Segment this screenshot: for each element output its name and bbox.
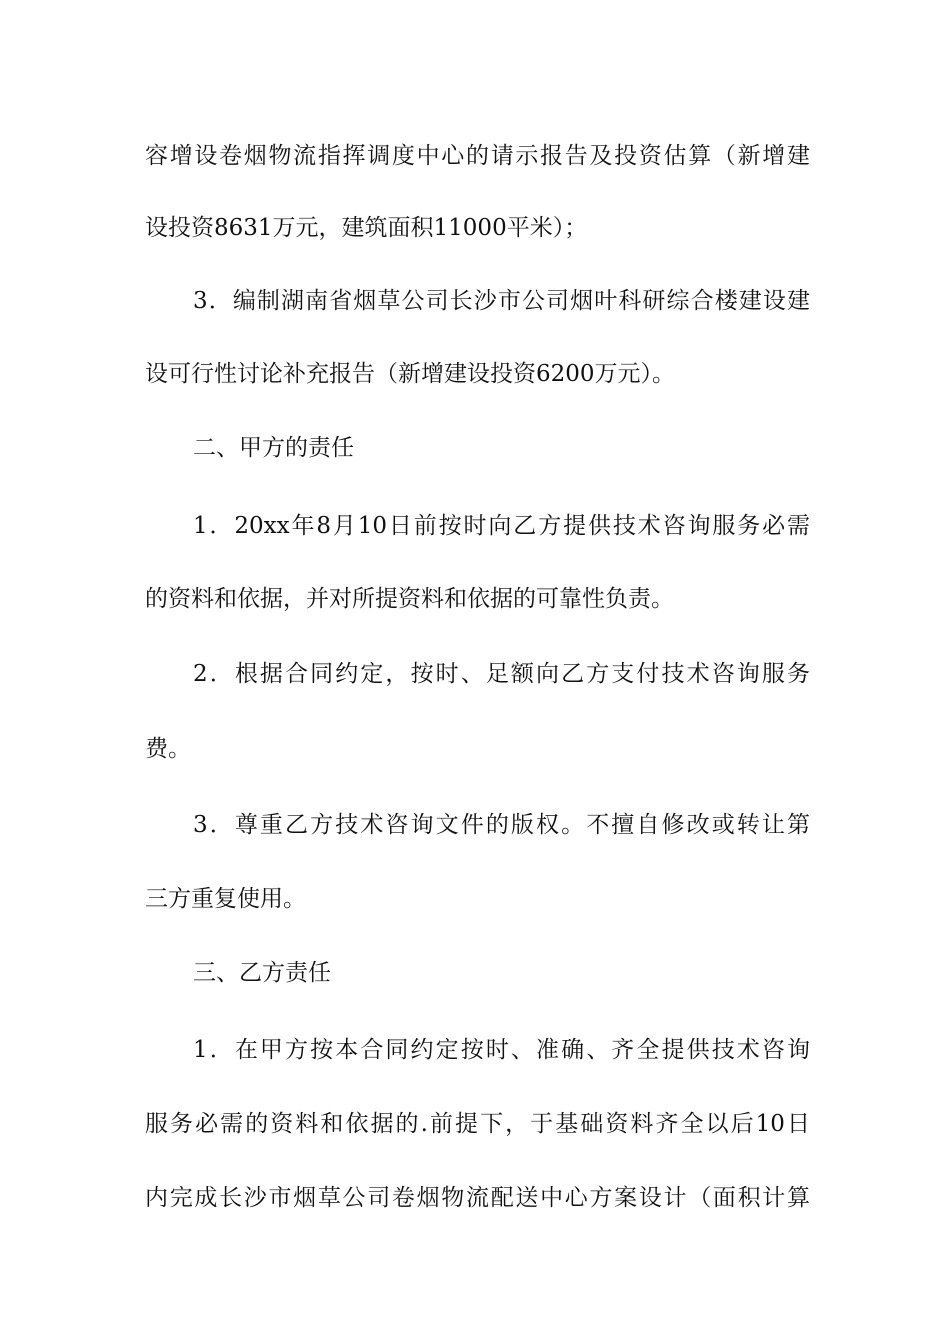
body-text-line: 内完成长沙市烟草公司卷烟物流配送中心方案设计（面积计算: [145, 1185, 810, 1211]
section-heading-party-a: 二、甲方的责任: [193, 435, 354, 461]
numbered-item-1: 1．在甲方按本合同约定按时、准确、齐全提供技术咨询: [193, 1037, 810, 1063]
numbered-item-3: 3．尊重乙方技术咨询文件的版权。不擅自修改或转让第: [193, 812, 810, 838]
numbered-item-3: 3．编制湖南省烟草公司长沙市公司烟叶科研综合楼建设建: [193, 288, 810, 314]
body-text-line: 容增设卷烟物流指挥调度中心的请示报告及投资估算（新增建: [145, 143, 810, 169]
numbered-item-2: 2．根据合同约定，按时、足额向乙方支付技术咨询服务: [193, 661, 810, 687]
body-text-line: 设可行性讨论补充报告（新增建设投资6200万元）。: [145, 361, 676, 387]
body-text-line: 设投资8631万元，建筑面积11000平米）；: [145, 215, 588, 241]
body-text-line: 费。: [145, 736, 191, 762]
body-text-line: 三方重复使用。: [145, 886, 306, 912]
body-text-line: 的资料和依据，并对所提资料和依据的可靠性负责。: [145, 586, 674, 612]
body-text-line: 服务必需的资料和依据的.前提下，于基础资料齐全以后10日: [145, 1111, 810, 1137]
section-heading-party-b: 三、乙方责任: [193, 960, 331, 986]
numbered-item-1: 1．20xx年8月10日前按时向乙方提供技术咨询服务必需: [193, 513, 810, 539]
